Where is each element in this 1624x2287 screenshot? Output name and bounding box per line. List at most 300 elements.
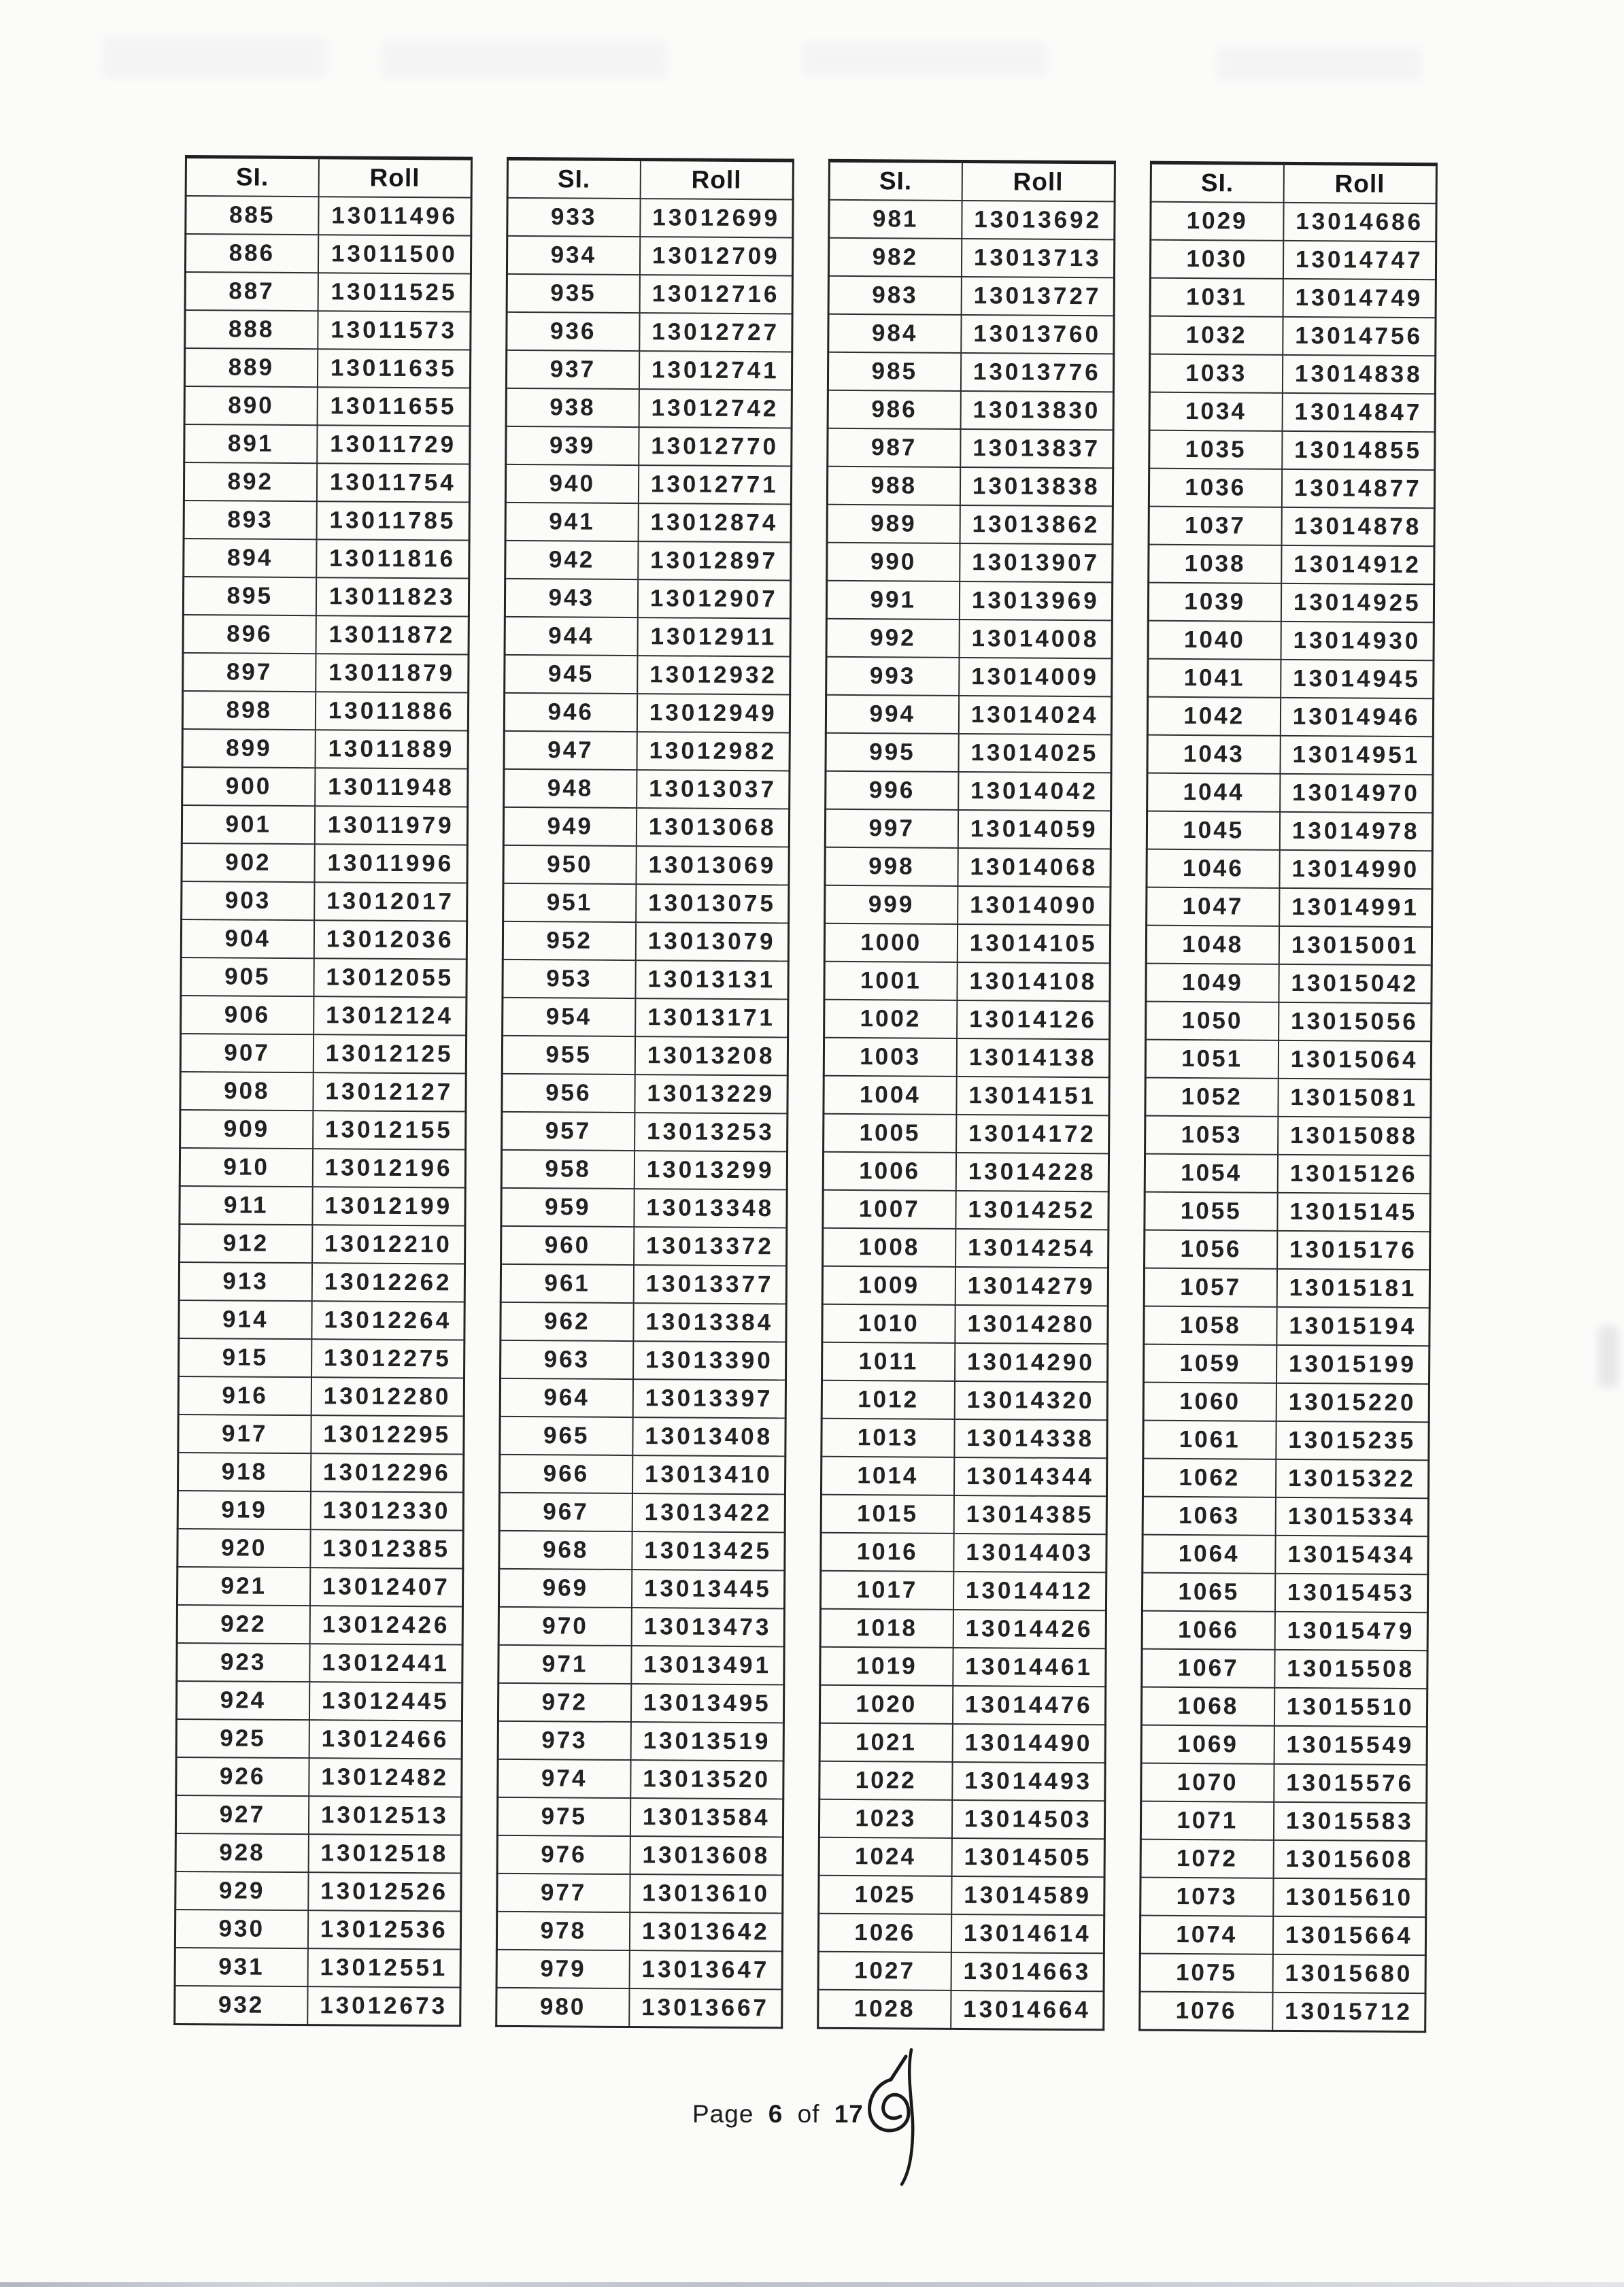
table-row [186,196,471,236]
roll-cell: 13013377 [633,1265,786,1304]
table-row [819,1723,1105,1763]
sl-cell: 919 [177,1491,310,1529]
roll-cell: 13015194 [1276,1307,1430,1346]
sl-cell: 1063 [1143,1497,1275,1536]
roll-cell: 13014614 [951,1914,1104,1953]
sl-cell: 915 [179,1338,311,1377]
tables-row [173,155,1438,2033]
table-row [499,1455,785,1495]
sl-cell: 961 [501,1264,633,1303]
roll-cell: 13014068 [958,848,1111,887]
sl-cell: 948 [504,769,637,808]
table-row [505,541,791,581]
table-row [500,1417,785,1457]
sl-cell: 885 [186,196,318,235]
roll-cell: 13012199 [312,1187,465,1225]
sl-cell: 1036 [1149,469,1281,507]
roll-cell: 13011573 [318,311,471,350]
roll-cell: 13014126 [957,1000,1110,1039]
roll-cell: 13013069 [636,846,789,885]
table-row [821,1495,1106,1535]
sl-cell: 918 [178,1453,311,1491]
sl-cell: 974 [498,1759,630,1798]
table-row [184,386,470,426]
table-row [827,505,1113,545]
table-row [176,1681,462,1721]
table-row [504,731,790,771]
sl-cell: 904 [181,919,314,958]
table-row [184,462,469,503]
sl-cell: 924 [176,1681,309,1720]
sl-cell: 995 [826,733,958,772]
table-row [180,1072,466,1112]
table-row [503,883,789,924]
table-row [496,1912,782,1952]
sl-cell: 988 [827,467,960,505]
table-row [505,617,790,657]
table-row [1149,430,1435,471]
roll-cell: 13014025 [958,734,1111,773]
sl-cell: 1002 [824,1000,957,1038]
sl-cell: 1074 [1140,1916,1272,1954]
roll-cell: 13013253 [635,1113,788,1151]
table-row [1140,1801,1426,1842]
roll-cell: 13014663 [951,1952,1104,1991]
table-row [826,771,1111,811]
sl-cell: 1006 [823,1152,955,1191]
sl-cell: 957 [502,1112,635,1151]
roll-cell: 13014290 [955,1343,1108,1382]
roll-cell: 13013171 [635,998,788,1037]
table-row [497,1835,783,1876]
roll-cell: 13014344 [953,1457,1106,1496]
roll-cell: 13015042 [1279,964,1432,1003]
sl-cell: 1010 [822,1304,955,1343]
roll-cell: 13015145 [1277,1193,1430,1232]
table-row [181,996,467,1036]
sl-cell: 1020 [819,1685,952,1724]
roll-cell: 13015001 [1279,926,1432,965]
roll-cell: 13014461 [953,1648,1106,1687]
roll-cell: 13013608 [630,1836,783,1875]
table-row [1147,773,1433,813]
roll-cell: 13014108 [957,962,1110,1001]
sl-cell: 959 [501,1188,634,1227]
sl-cell: 979 [496,1950,629,1988]
roll-cell: 13013495 [630,1684,783,1723]
roll-cell: 13014412 [953,1572,1106,1610]
roll-cell: 13013491 [631,1646,784,1684]
roll-cell: 13012727 [639,313,792,352]
table-row [819,1685,1105,1725]
roll-cell: 13012124 [314,996,467,1035]
table-row [1147,697,1433,737]
roll-cell: 13013425 [632,1531,785,1570]
table-row [819,1761,1105,1801]
table-row [185,272,471,312]
roll-cell: 13012264 [311,1301,464,1340]
sl-cell: 891 [184,424,317,463]
roll-cell: 13014320 [954,1381,1107,1420]
sl-cell: 1075 [1140,1954,1272,1993]
sl-cell: 921 [177,1567,309,1606]
table-row [176,1719,462,1759]
table-row [182,729,468,769]
sl-cell: 941 [505,503,638,541]
roll-cell: 13014426 [953,1610,1106,1648]
sl-cell: 968 [499,1531,632,1570]
scan-artifact [381,41,666,78]
sl-cell: 1042 [1147,697,1280,736]
sl-cell: 1048 [1146,926,1279,964]
roll-cell: 13015235 [1276,1421,1429,1460]
sl-cell: 1017 [820,1571,953,1610]
roll-cell: 13013647 [629,1950,782,1989]
sl-cell: 932 [175,1986,307,2025]
scan-artifact [1598,1326,1619,1387]
sl-cell: 930 [175,1910,307,1948]
roll-cell: 13014991 [1279,888,1432,927]
roll-cell: 13013422 [632,1493,785,1532]
table-row [822,1380,1107,1421]
sl-cell: 888 [185,310,318,349]
roll-cell: 13014009 [959,658,1112,696]
sl-cell: 1055 [1145,1192,1277,1231]
roll-cell: 13012551 [307,1948,460,1987]
roll-cell: 13014970 [1280,774,1433,813]
roll-cell: 13013037 [637,770,790,809]
sl-cell: 939 [506,426,639,465]
table-row [175,1986,460,2026]
roll-cell: 13014059 [958,810,1111,849]
roll-cell: 13015181 [1276,1269,1430,1308]
table-row [185,310,471,350]
sl-cell: 1027 [818,1952,951,1990]
table-row [183,653,469,693]
roll-cell: 13012017 [314,882,467,921]
sl-cell: 969 [498,1569,631,1608]
roll-cell: 13012445 [309,1682,462,1721]
sl-cell: 1005 [824,1114,956,1153]
table-row [1149,507,1434,547]
table-row [183,615,469,655]
table-row [498,1569,784,1609]
sl-cell: 886 [185,234,318,273]
table-row [500,1378,785,1419]
sl-cell: 1032 [1150,316,1283,355]
table-row [183,577,469,617]
roll-cell: 13014945 [1281,660,1434,698]
scan-artifact [802,42,1047,76]
sl-cell: 987 [828,428,960,467]
sl-cell: 906 [181,996,314,1034]
roll-cell: 13014151 [956,1077,1109,1115]
roll-cell: 13012295 [311,1415,464,1454]
sl-cell: 956 [502,1074,635,1113]
sl-cell: 982 [828,238,961,277]
roll-cell: 13012127 [313,1072,466,1111]
sl-cell: 892 [184,462,316,501]
table-row [1140,1992,1425,2032]
table-row [818,1990,1104,2030]
table-row [180,1034,466,1074]
roll-cell: 13013348 [634,1189,787,1227]
table-row [826,581,1112,621]
sl-cell: 977 [497,1874,630,1912]
roll-cell: 13014878 [1281,507,1434,546]
roll-table-3 [817,159,1116,2031]
table-row [503,807,789,847]
table-row [821,1533,1106,1573]
sl-cell: 1025 [819,1876,951,1914]
of-label: of [797,2100,820,2128]
sl-cell: 971 [498,1645,631,1684]
table-row [499,1531,785,1571]
sl-cell: 1000 [824,924,957,962]
table-row [1140,1878,1426,1918]
roll-cell: 13014847 [1282,393,1435,432]
roll-table-4 [1138,161,1438,2033]
sl-cell: 1039 [1148,583,1281,622]
sl-cell: 925 [176,1719,309,1758]
table-row [180,1186,465,1226]
roll-cell: 13015126 [1277,1155,1430,1193]
sl-cell: 949 [503,807,636,846]
sl-cell: 890 [184,386,317,425]
table-row [1149,392,1435,433]
sl-cell: 1059 [1144,1344,1276,1383]
table-row [1140,1916,1425,1956]
sl-cell: 908 [180,1072,313,1111]
table-row [1147,811,1432,851]
sl-cell: 1004 [824,1076,956,1115]
sl-cell: 958 [501,1150,634,1189]
roll-cell: 13014090 [958,886,1111,925]
roll-cell: 13014042 [958,772,1111,811]
roll-cell: 13015680 [1272,1954,1425,1993]
roll-cell: 13014749 [1283,279,1436,318]
roll-cell: 13014172 [956,1115,1109,1153]
roll-cell: 13015664 [1272,1916,1425,1955]
page-label: Page [692,2100,754,2128]
sl-cell: 1041 [1148,659,1281,698]
roll-cell: 13014280 [955,1305,1108,1344]
sl-cell: 1064 [1143,1535,1275,1574]
table-row [503,921,788,962]
roll-cell: 13014664 [951,1990,1104,2030]
table-row [826,619,1112,659]
table-row [501,1226,787,1266]
roll-cell: 13012897 [638,541,791,580]
sl-cell: 1038 [1149,545,1281,583]
table-row [504,693,790,733]
page-number: 6 [768,2100,783,2128]
table-row [1143,1535,1428,1575]
table-row [180,1148,465,1188]
table-row [178,1414,464,1455]
sl-cell: 1024 [819,1837,951,1876]
sl-cell: 1018 [820,1609,953,1648]
sl-cell: 989 [827,505,960,543]
sl-cell: 897 [183,653,316,692]
table-row [503,998,788,1038]
table-row [502,1036,788,1076]
roll-cell: 13012036 [314,920,467,959]
table-row [1148,621,1434,661]
sl-cell: 940 [505,464,638,503]
sl-cell: 1052 [1145,1078,1278,1117]
sl-cell: 1022 [819,1761,952,1800]
roll-cell: 13013229 [635,1074,788,1113]
roll-cell: 13013372 [634,1227,787,1266]
sl-cell: 1049 [1146,964,1279,1002]
roll-cell: 13015176 [1277,1231,1430,1270]
sl-cell: 935 [507,274,639,313]
table-row [175,1910,460,1950]
table-row [823,1152,1109,1192]
roll-cell: 13015322 [1275,1459,1428,1498]
sl-cell: 1026 [818,1914,951,1952]
roll-cell: 13011655 [317,387,470,426]
roll-cell: 13013410 [632,1455,785,1494]
sl-cell: 1076 [1140,1992,1272,2031]
sl-cell: 1065 [1142,1573,1274,1612]
sl-cell: 996 [826,771,958,810]
roll-cell: 13011879 [316,654,469,692]
sl-cell: 929 [175,1871,308,1910]
table-row [1143,1383,1429,1423]
sl-cell: 1062 [1143,1459,1275,1497]
table-row [1142,1573,1427,1613]
sl-cell: 901 [182,805,314,844]
sl-cell: 1046 [1147,849,1279,888]
table-row [506,350,792,390]
table-row [1145,1116,1431,1156]
table-row [1145,1078,1431,1118]
roll-cell: 13012911 [637,617,790,656]
table-row [1141,1763,1427,1803]
table-row [182,843,467,883]
table-row [175,1833,461,1874]
table-row [505,655,790,695]
sl-cell: 1051 [1145,1040,1278,1079]
table-row [828,390,1113,430]
table-row [505,579,790,619]
roll-cell: 13012949 [637,694,790,732]
roll-cell: 13014024 [958,696,1111,734]
roll-header: Roll [962,161,1115,201]
sl-cell: 1045 [1147,811,1279,850]
sl-cell: 1058 [1144,1306,1276,1345]
sl-cell: 999 [825,885,958,924]
sl-cell: 1013 [822,1419,954,1457]
roll-cell: 13013519 [630,1722,783,1761]
table-row [819,1837,1104,1878]
roll-cell: 13013667 [629,1988,782,2028]
sl-cell: 893 [184,501,316,539]
roll-cell: 13012907 [637,579,790,618]
table-row [182,805,467,845]
roll-cell: 13011823 [316,577,469,616]
table-row [177,1491,463,1531]
sl-cell: 998 [825,847,958,886]
sl-cell: 975 [497,1797,630,1836]
roll-cell: 13015712 [1272,1993,1425,2032]
roll-cell: 13012513 [308,1796,461,1835]
roll-cell: 13012330 [310,1491,463,1530]
header-row [186,157,471,198]
sl-cell: 1021 [819,1723,952,1762]
roll-cell: 13012874 [638,503,791,542]
table-row [498,1683,783,1723]
roll-cell: 13015508 [1274,1650,1427,1689]
roll-cell: 13014228 [955,1153,1109,1191]
roll-cell: 13013131 [635,960,788,999]
sl-cell: 976 [497,1835,630,1874]
roll-cell: 13012536 [307,1910,460,1949]
table-row [1141,1687,1427,1727]
table-row [1149,545,1434,585]
sl-cell: 1070 [1141,1763,1274,1802]
sl-cell: 1057 [1144,1268,1276,1307]
roll-cell: 13014493 [952,1762,1105,1801]
roll-cell: 13012262 [311,1263,464,1302]
sl-cell: 951 [503,883,636,922]
roll-cell: 13015088 [1278,1117,1431,1155]
table-row [496,1988,782,2028]
roll-cell: 13012280 [311,1377,464,1416]
roll-cell: 13015549 [1274,1726,1427,1765]
roll-cell: 13012709 [639,237,792,275]
sl-cell: 926 [176,1757,309,1796]
roll-cell: 13013384 [633,1303,786,1342]
sl-cell: 1029 [1151,202,1283,241]
table-row [501,1340,786,1380]
roll-cell: 13014138 [956,1038,1109,1077]
roll-cell: 13015056 [1279,1002,1432,1041]
roll-cell: 13012526 [308,1872,461,1911]
table-row [821,1457,1106,1497]
table-row [1145,1192,1430,1232]
sl-cell: 1047 [1147,887,1279,926]
sl-cell: 927 [175,1795,308,1834]
table-row [827,467,1113,507]
table-row [827,543,1113,583]
table-row [1145,1040,1431,1080]
roll-cell: 13013969 [959,581,1112,620]
table-row [497,1874,783,1914]
table-row [496,1950,782,1990]
sl-cell: 993 [826,657,959,696]
roll-header: Roll [640,160,793,200]
table-row [507,198,793,238]
roll-cell: 13013079 [635,922,788,961]
roll-cell: 13013642 [629,1912,782,1951]
table-row [1142,1649,1427,1689]
roll-cell: 13014254 [955,1229,1109,1268]
sl-cell: 1014 [821,1457,953,1495]
table-row [1144,1306,1430,1346]
roll-cell: 13015479 [1274,1612,1427,1650]
roll-cell: 13014589 [951,1876,1104,1915]
table-row [828,238,1114,278]
table-row [1149,354,1435,394]
table-row [501,1150,787,1190]
roll-cell: 13012426 [309,1606,462,1644]
table-row [822,1304,1108,1344]
table-row [825,885,1111,926]
roll-cell: 13015220 [1276,1383,1429,1422]
